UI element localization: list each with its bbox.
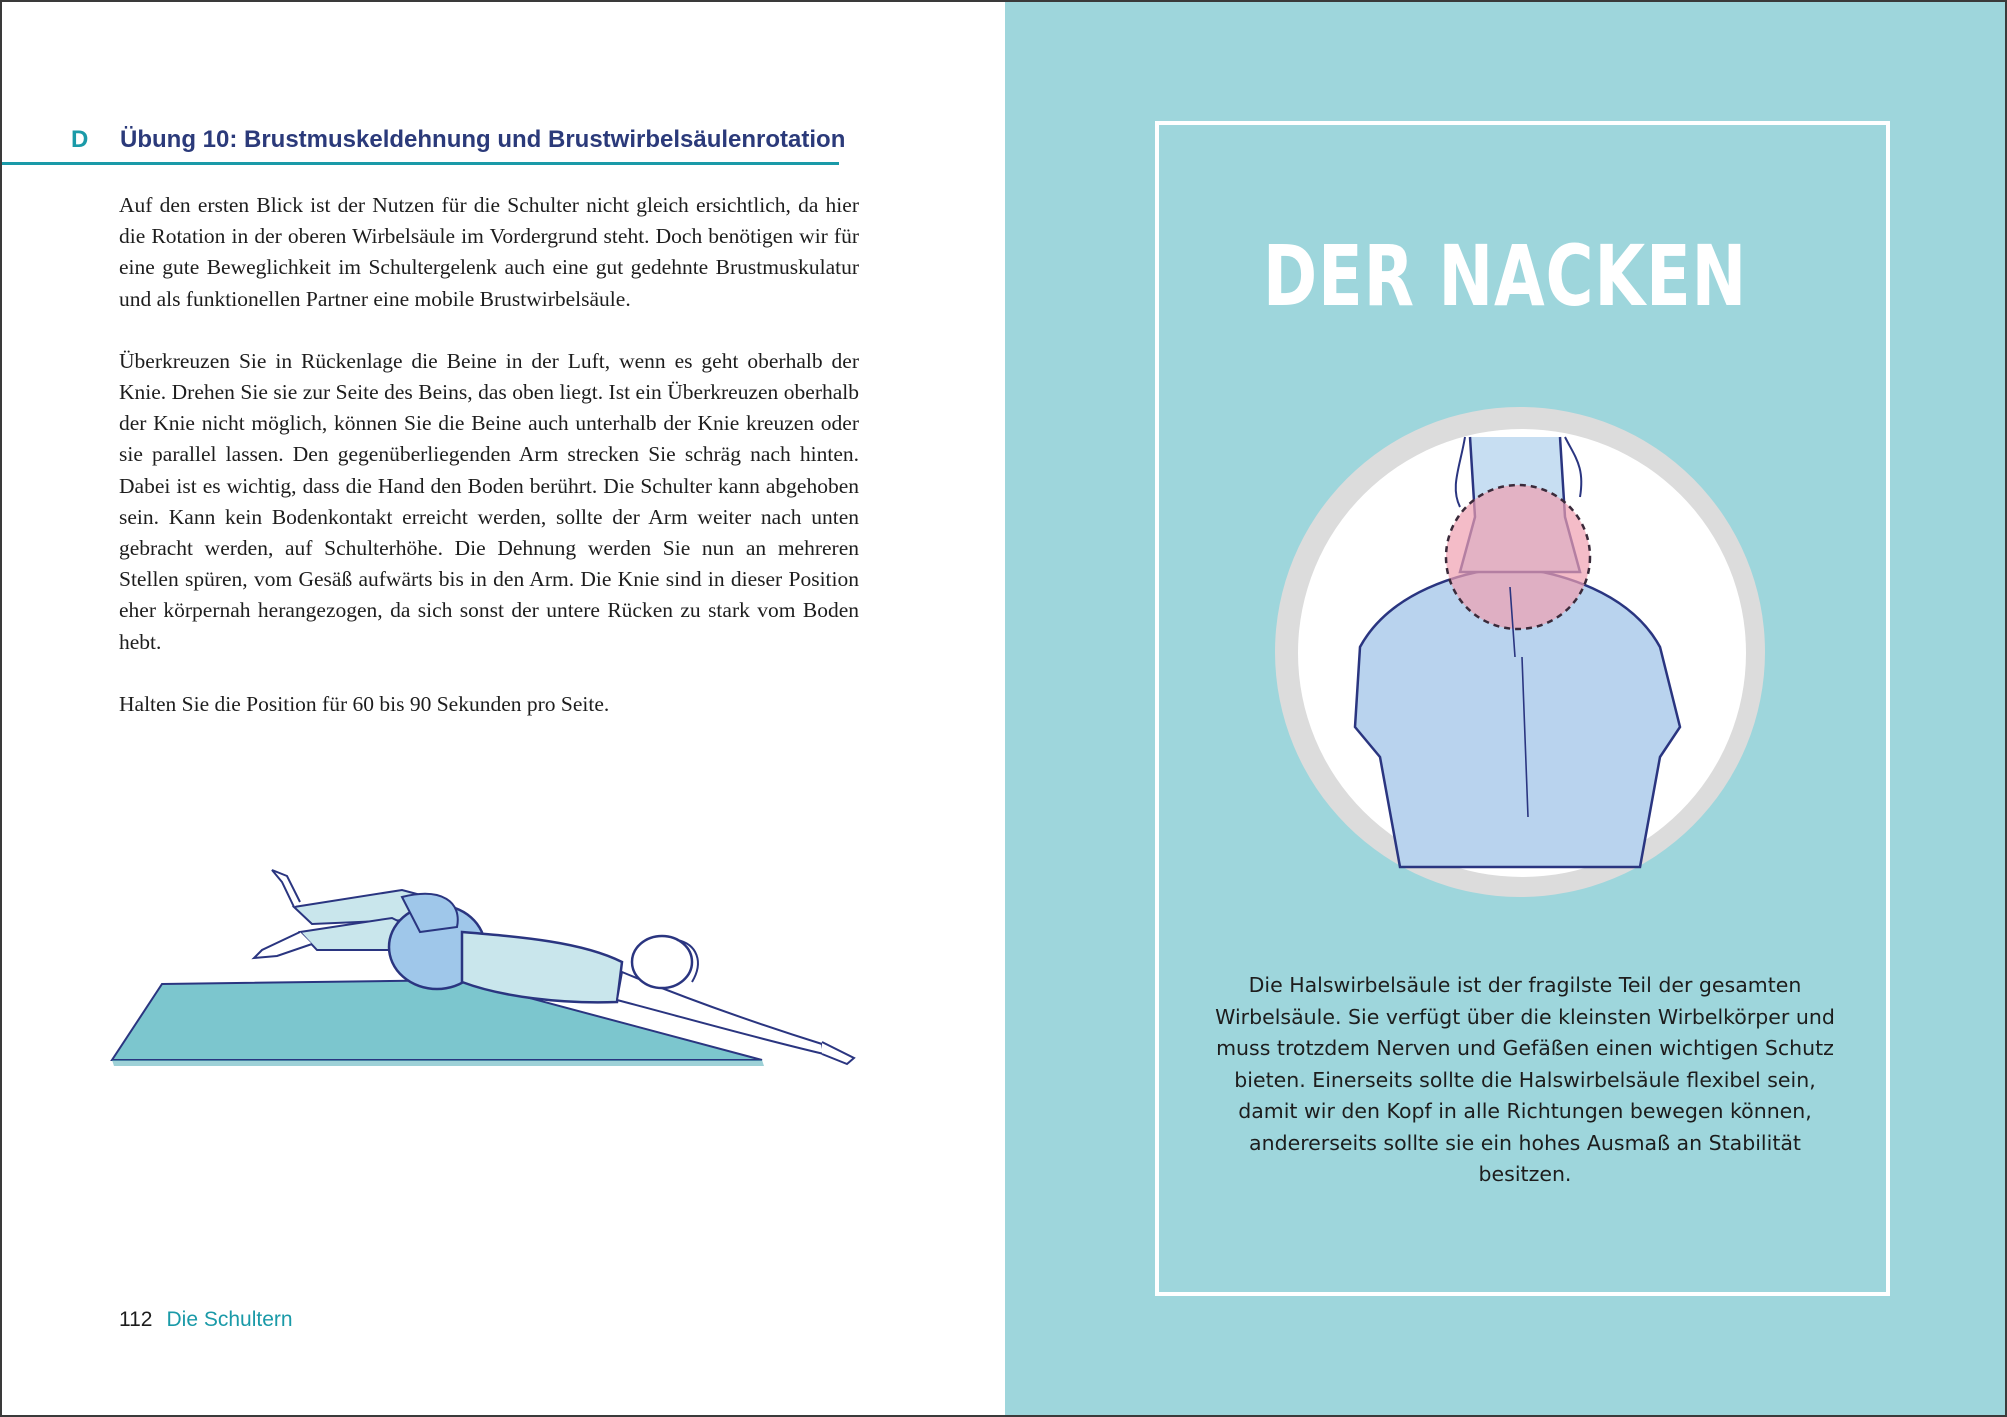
exercise-heading: Übung 10: Brustmuskeldehnung und Brustwirbelsäulenrotation (120, 126, 846, 153)
page-title: DER NACKEN (1262, 227, 1748, 325)
heading-underline (2, 162, 839, 165)
right-page (1005, 2, 2005, 1415)
chapter-name: Die Schultern (166, 1308, 293, 1331)
neck-illustration-icon (1260, 397, 1780, 917)
paragraph: Überkreuzen Sie in Rückenlage die Beine in der Luft, wenn es geht oberhalb der Knie. Drehen Sie sie zur Seite des Beins, das oben liegt. Ist ein Überkreuzen oberhalb der Knie nicht möglich, können Sie die Beine auch unterhalb der Knie kreuzen oder sie parallel lassen. Den gegenüberliegenden Arm strecken Sie schräg nach hinten. Dabei ist es wichtig, dass die Hand den Boden berührt. Die Schulter kann abgehoben sein. Kann kein Bodenkontakt erreicht werden, sollte der Arm weiter nach unten gebracht werden, auf Schulterhöhe. Die Dehnung werden Sie nun an mehreren Stellen spüren, vom Gesäß aufwärts bis in den Arm. Die Knie sind in dieser Position eher körpernah herangezogen, da sich sonst der untere Rücken zu stark vom Boden hebt. (119, 348, 859, 654)
left-page (2, 2, 1005, 1415)
page-number: 112 (119, 1308, 153, 1331)
section-letter: D (71, 126, 89, 153)
body-text (119, 190, 859, 751)
page-footer (119, 1308, 293, 1332)
info-text: Die Halswirbelsäule ist der fragilste Teil der gesamten Wirbelsäule. Sie verfügt über die kleinsten Wirbelkörper und muss trotzdem Nerven und Gefäßen einen wichtigen Schutz bieten. Einerseits sollte die Halswirbelsäule flexibel sein, damit wir den Kopf in alle Richtungen bewegen können, andererseits sollte sie ein hohes Ausmaß an Stabilität besitzen. (1215, 973, 1835, 1186)
exercise-illustration-icon (102, 832, 882, 1122)
paragraph: Halten Sie die Position für 60 bis 90 Sekunden pro Seite. (119, 691, 610, 716)
paragraph: Auf den ersten Blick ist der Nutzen für die Schulter nicht gleich ersichtlich, da hier die Rotation in der oberen Wirbelsäule im Vordergrund steht. Doch benötigen wir für eine gute Beweglichkeit im Schultergelenk auch eine gut gedehnte Brustmuskulatur und als funktionellen Partner eine mobile Brustwirbelsäule. (119, 193, 859, 311)
